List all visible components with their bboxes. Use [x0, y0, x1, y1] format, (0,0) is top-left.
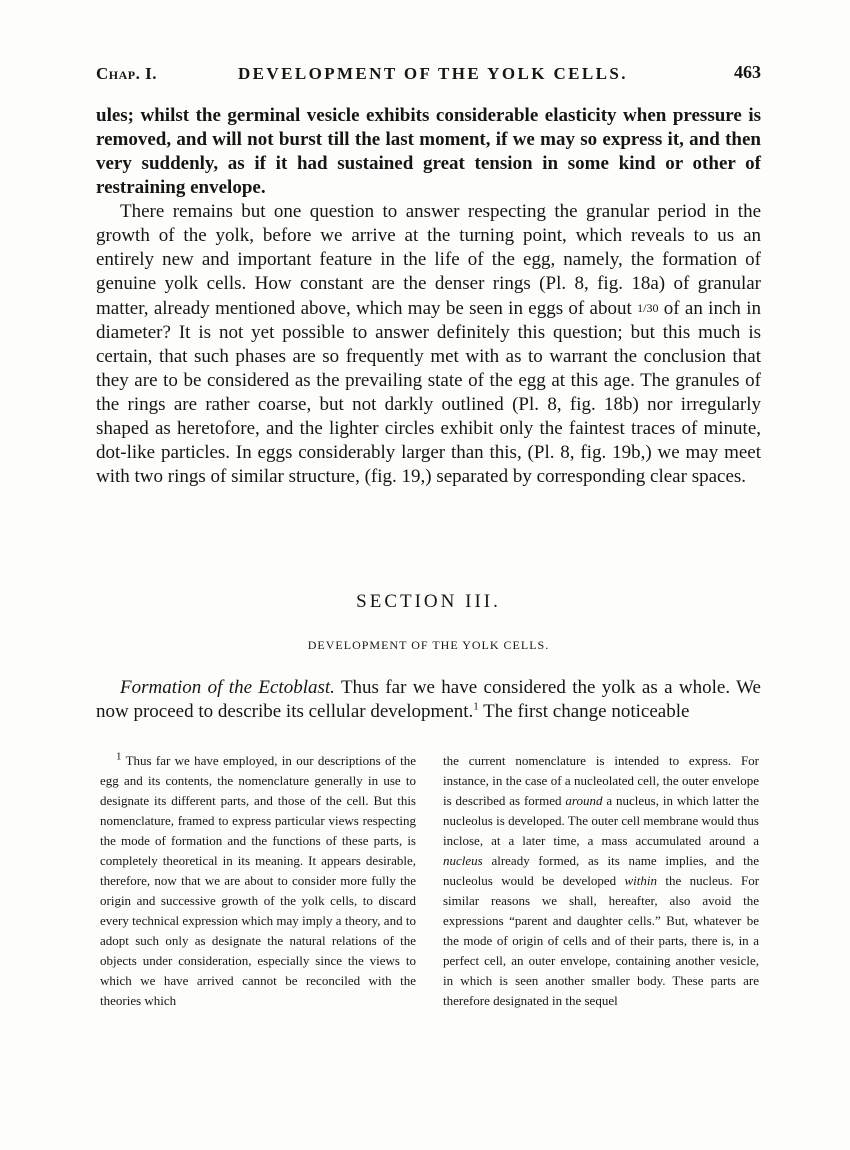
- chapter-label: Chap. I.: [96, 64, 157, 83]
- footnote-reference: 1: [473, 700, 479, 713]
- running-title: DEVELOPMENT OF THE YOLK CELLS.: [238, 64, 628, 83]
- footnote-text: Thus far we have employed, in our descriptions of the egg and its contents, the nomenclature generally in use to designate its different parts, and those of the cell. But this nomenclature, framed to express particular views respecting the mode of formation and the functions of these parts, is completely theoretical in its meaning. It appears desirable, therefore, now that we are about to consider more fully the origin and successive growth of the yolk cells, to discard every technical expression which may imply a theory, and to adopt such only as designate the natural relations of the objects under consideration, especially since the views to which we have arrived cannot be reconciled with the theories which: [100, 753, 416, 1008]
- footnote-emphasis: within: [624, 873, 658, 888]
- footnote-paragraph: [100, 751, 416, 1011]
- page-number: 463: [734, 62, 761, 82]
- footnote-column-right: [443, 751, 759, 1011]
- running-head: [96, 60, 761, 90]
- fraction-one-thirtieth: 1/30: [637, 301, 659, 315]
- paragraph-continuation: ules; whilst the germinal vesicle exhibits considerable elasticity when pressure is removed, and will not burst till the last moment, if we may so express it, and then very suddenly, as if it had sustained great tension in some kind or other of restraining envelope.: [96, 105, 761, 198]
- footnote-text: the current nomenclature is intended to express. For instance, in the case of a nucleolated cell, the outer envelope is described as formed: [443, 753, 759, 808]
- paragraph-text: The first change noticeable: [483, 701, 690, 722]
- section-subheading: DEVELOPMENT OF THE YOLK CELLS.: [307, 638, 550, 652]
- paragraph-ectoblast: [96, 676, 761, 724]
- footnote-column-left: [100, 751, 416, 1011]
- footnote-text: the nucleus. For similar reasons we shall, hereafter, also avoid the expressions “parent and daughter cells.” But, whatever be the mode of origin of cells and of their parts, there is, in a perfect cell, an outer envelope, containing another vesicle, in which is seen another smaller body. These parts are therefore designated in the sequel: [443, 873, 760, 1008]
- paragraph-text: There remains but one question to answer respecting the granular period in the growth of the yolk, before we arrive at the turning point, which reveals to us an entirely new and important feature in the life of the egg, namely, the formation of genuine yolk cells. How constant are the denser rings (Pl. 8, fig. 18a) of granular matter, already mentioned above, which may be seen in eggs of about: [96, 201, 761, 319]
- section-heading: SECTION III.: [356, 591, 501, 612]
- footnote-emphasis: around: [565, 793, 603, 808]
- footnote-emphasis: nucleus: [443, 853, 483, 868]
- paragraph-text: of an inch in diameter? It is not yet possible to answer definitely this question; but this much is certain, that such phases are so frequently met with as to warrant the conclusion that they are to be considered as the prevailing state of the egg at this age. The granules of the rings are rather coarse, but not darkly outlined (Pl. 8, fig. 18b) nor irregularly shaped as heretofore, and the lighter circles exhibit only the faintest traces of minute, dot-like particles. In eggs considerably larger than this, (Pl. 8, fig. 19b,) we may meet with two rings of similar structure, (fig. 19,) separated by corresponding clear spaces.: [96, 298, 761, 487]
- footnote-marker: 1: [116, 750, 122, 763]
- footnote-paragraph: [443, 751, 759, 1011]
- main-text: [96, 104, 761, 489]
- paragraph-text: Thus far we have considered the yolk as a whole. We now proceed to describe its cellular development.: [96, 677, 761, 722]
- paragraph-granular-period: [96, 200, 761, 489]
- section-text: [96, 676, 761, 724]
- footnote-text: a nucleus, in which latter the nucleolus is developed. The outer cell membrane would thus inclose, at a later time, a mass accumulated around a: [443, 793, 760, 848]
- run-in-heading: Formation of the Ectoblast.: [120, 677, 335, 698]
- footnote-text: already formed, as its name implies, and the nucleolus would be developed: [443, 853, 760, 888]
